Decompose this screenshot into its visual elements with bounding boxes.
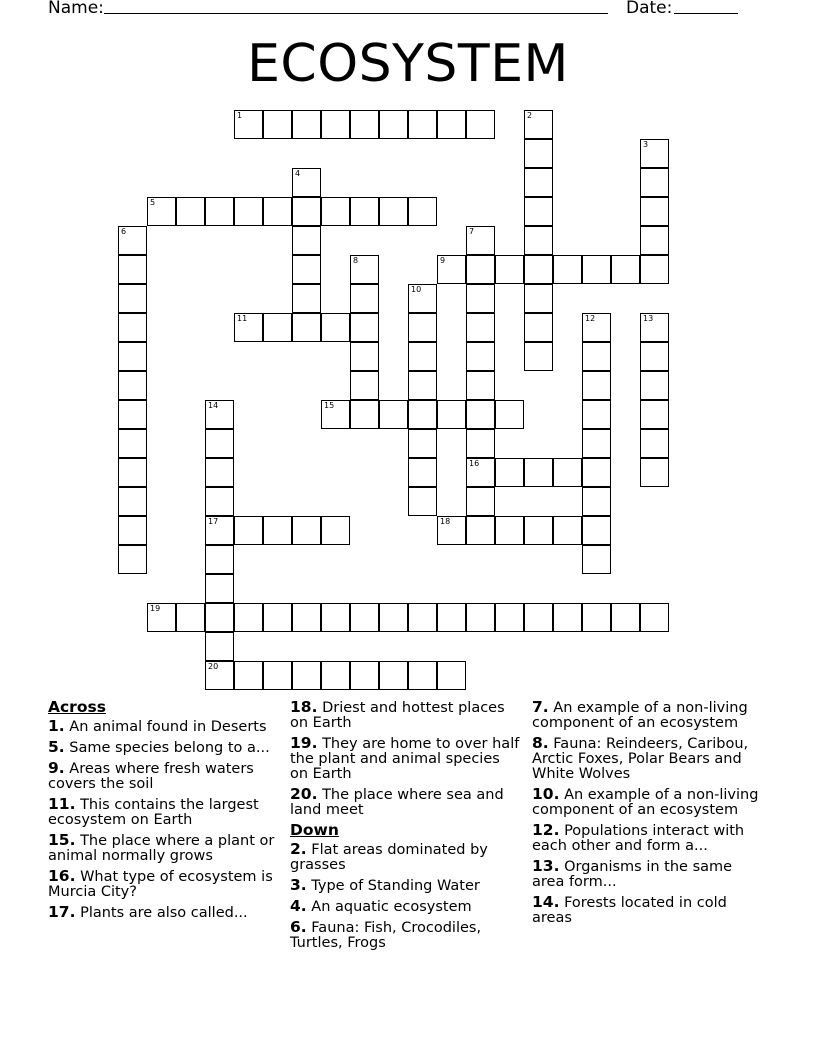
crossword-cell[interactable] <box>292 110 321 139</box>
clue-item-number: 10. <box>532 785 560 803</box>
crossword-cell[interactable] <box>321 110 350 139</box>
clues-column-2 <box>290 700 522 956</box>
clue-item-text: The place where sea and land meet <box>290 787 504 818</box>
crossword-cell[interactable] <box>582 545 611 574</box>
crossword-cell[interactable] <box>118 400 147 429</box>
clue-item-number: 2. <box>290 840 307 858</box>
clue-item <box>48 833 278 864</box>
crossword-cell[interactable] <box>640 197 669 226</box>
crossword-cell[interactable] <box>640 429 669 458</box>
clue-item-number: 1. <box>48 717 65 735</box>
clue-item-text: Areas where fresh waters covers the soil <box>48 761 254 792</box>
clue-number: 13 <box>643 314 654 323</box>
crossword-cell[interactable] <box>582 603 611 632</box>
crossword-cell[interactable] <box>524 516 553 545</box>
clue-item-text: The place where a plant or animal normally grows <box>48 833 275 864</box>
crossword-cell[interactable] <box>524 255 553 284</box>
page-title: ECOSYSTEM <box>247 34 569 94</box>
crossword-cell[interactable] <box>437 400 466 429</box>
crossword-cell[interactable] <box>205 603 234 632</box>
crossword-cell[interactable] <box>234 603 263 632</box>
crossword-cell[interactable] <box>321 603 350 632</box>
crossword-cell[interactable] <box>205 458 234 487</box>
clue-item-text: What type of ecosystem is Murcia City? <box>48 869 273 900</box>
clue-item <box>532 823 768 854</box>
clue-item-text: Flat areas dominated by grasses <box>290 842 488 873</box>
crossword-cell[interactable] <box>408 661 437 690</box>
clue-item-number: 6. <box>290 918 307 936</box>
crossword-cell[interactable] <box>437 661 466 690</box>
clue-item <box>48 797 278 828</box>
crossword-cell[interactable] <box>640 342 669 371</box>
crossword-cell[interactable] <box>205 429 234 458</box>
crossword-cell[interactable] <box>408 458 437 487</box>
crossword-cell[interactable] <box>582 313 611 342</box>
crossword-cell[interactable] <box>582 371 611 400</box>
clue-number: 6 <box>121 227 127 236</box>
clue-number: 16 <box>469 459 480 468</box>
crossword-cell[interactable] <box>582 487 611 516</box>
crossword-cell[interactable] <box>350 110 379 139</box>
crossword-cell[interactable] <box>321 313 350 342</box>
crossword-cell[interactable] <box>640 255 669 284</box>
crossword-cell[interactable] <box>118 342 147 371</box>
crossword-cell[interactable] <box>524 168 553 197</box>
crossword-cell[interactable] <box>176 197 205 226</box>
crossword-cell[interactable] <box>524 197 553 226</box>
date-label: Date: <box>626 0 673 18</box>
clue-item-number: 12. <box>532 821 560 839</box>
crossword-cell[interactable] <box>640 603 669 632</box>
crossword-cell[interactable] <box>640 226 669 255</box>
crossword-cell[interactable] <box>379 661 408 690</box>
crossword-cell[interactable] <box>118 545 147 574</box>
crossword-cell[interactable] <box>582 458 611 487</box>
crossword-cell[interactable] <box>524 139 553 168</box>
crossword-cell[interactable] <box>611 603 640 632</box>
crossword-cell[interactable] <box>379 400 408 429</box>
clue-number: 11 <box>237 314 248 323</box>
crossword-cell[interactable] <box>234 661 263 690</box>
crossword-cell[interactable] <box>640 400 669 429</box>
clue-number: 18 <box>440 517 451 526</box>
across-clue-list <box>48 719 278 921</box>
clue-item <box>290 920 522 951</box>
crossword-cell[interactable] <box>118 313 147 342</box>
crossword-cell[interactable] <box>118 255 147 284</box>
crossword-cell[interactable] <box>234 313 263 342</box>
clue-item-text: An animal found in Deserts <box>69 719 267 735</box>
clues-column-3 <box>532 700 768 931</box>
crossword-cell[interactable] <box>350 197 379 226</box>
down-clue-list-continued <box>532 700 768 926</box>
clue-item <box>290 878 522 894</box>
clue-item-number: 4. <box>290 897 307 915</box>
clue-item-text: An example of a non-living component of an ecosystem <box>532 787 759 818</box>
crossword-cell[interactable] <box>408 429 437 458</box>
crossword-cell[interactable] <box>321 400 350 429</box>
clue-item <box>532 895 768 926</box>
crossword-cell[interactable] <box>379 603 408 632</box>
clue-item-number: 7. <box>532 698 549 716</box>
crossword-cell[interactable] <box>118 458 147 487</box>
clue-item-text: Organisms in the same area form... <box>532 859 733 890</box>
crossword-cell[interactable] <box>437 516 466 545</box>
clue-item <box>290 787 522 818</box>
clue-item <box>290 842 522 873</box>
crossword-cell[interactable] <box>350 284 379 313</box>
crossword-cell[interactable] <box>524 342 553 371</box>
clue-number: 20 <box>208 662 219 671</box>
clue-item-text: Plants are also called... <box>80 905 248 921</box>
crossword-cell[interactable] <box>437 603 466 632</box>
crossword-cell[interactable] <box>350 661 379 690</box>
crossword-cell[interactable] <box>640 139 669 168</box>
crossword-cell[interactable] <box>437 255 466 284</box>
down-clue-list <box>290 842 522 951</box>
crossword-cell[interactable] <box>495 255 524 284</box>
crossword-cell[interactable] <box>437 110 466 139</box>
clue-item <box>48 761 278 792</box>
crossword-cell[interactable] <box>466 110 495 139</box>
crossword-cell[interactable] <box>466 255 495 284</box>
crossword-cell[interactable] <box>408 603 437 632</box>
crossword-cell[interactable] <box>524 284 553 313</box>
crossword-cell[interactable] <box>408 342 437 371</box>
crossword-cell[interactable] <box>553 255 582 284</box>
clue-number: 19 <box>150 604 161 613</box>
crossword-cell[interactable] <box>321 661 350 690</box>
crossword-cell[interactable] <box>205 487 234 516</box>
crossword-cell[interactable] <box>466 603 495 632</box>
crossword-cell[interactable] <box>118 516 147 545</box>
crossword-cell[interactable] <box>553 603 582 632</box>
crossword-cell[interactable] <box>321 197 350 226</box>
crossword-cell[interactable] <box>553 458 582 487</box>
crossword-cell[interactable] <box>379 197 408 226</box>
crossword-cell[interactable] <box>292 197 321 226</box>
crossword-cell[interactable] <box>176 603 205 632</box>
clue-number: 2 <box>527 111 533 120</box>
crossword-cell[interactable] <box>582 400 611 429</box>
crossword-cell[interactable] <box>321 516 350 545</box>
crossword-cell[interactable] <box>466 284 495 313</box>
clue-number: 17 <box>208 517 219 526</box>
clue-number: 3 <box>643 140 649 149</box>
crossword-cell[interactable] <box>495 400 524 429</box>
crossword-cell[interactable] <box>466 516 495 545</box>
crossword-cell[interactable] <box>466 313 495 342</box>
crossword-cell[interactable] <box>292 284 321 313</box>
crossword-cell[interactable] <box>350 371 379 400</box>
clue-item <box>48 869 278 900</box>
crossword-cell[interactable] <box>263 110 292 139</box>
clue-item-number: 5. <box>48 738 65 756</box>
clue-number: 8 <box>353 256 359 265</box>
clue-item <box>532 736 768 782</box>
crossword-cell[interactable] <box>205 197 234 226</box>
crossword-cell[interactable] <box>147 603 176 632</box>
crossword-cell[interactable] <box>408 110 437 139</box>
crossword-cell[interactable] <box>524 110 553 139</box>
crossword-cell[interactable] <box>234 516 263 545</box>
crossword-cell[interactable] <box>292 255 321 284</box>
crossword-cell[interactable] <box>640 458 669 487</box>
crossword-cell[interactable] <box>408 400 437 429</box>
clue-item <box>290 899 522 915</box>
crossword-cell[interactable] <box>350 603 379 632</box>
clue-item-text: Fauna: Reindeers, Caribou, Arctic Foxes, Polar Bears and White Wolves <box>532 736 749 782</box>
crossword-cell[interactable] <box>205 661 234 690</box>
clue-number: 15 <box>324 401 335 410</box>
clue-number: 12 <box>585 314 596 323</box>
crossword-cell[interactable] <box>292 603 321 632</box>
crossword-cell[interactable] <box>582 516 611 545</box>
crossword-cell[interactable] <box>205 516 234 545</box>
crossword-cell[interactable] <box>524 313 553 342</box>
crossword-cell[interactable] <box>350 255 379 284</box>
name-label: Name: <box>48 0 104 18</box>
clue-item-number: 19. <box>290 734 318 752</box>
clue-item-number: 14. <box>532 893 560 911</box>
clue-item-text: They are home to over half the plant and animal species on Earth <box>290 736 520 782</box>
crossword-cell[interactable] <box>350 313 379 342</box>
clue-item-number: 16. <box>48 867 76 885</box>
crossword-cell[interactable] <box>292 516 321 545</box>
crossword-cell[interactable] <box>466 458 495 487</box>
crossword-cell[interactable] <box>466 400 495 429</box>
clue-item-number: 3. <box>290 876 307 894</box>
crossword-cell[interactable] <box>234 197 263 226</box>
crossword-cell[interactable] <box>582 255 611 284</box>
clue-item-number: 18. <box>290 698 318 716</box>
crossword-cell[interactable] <box>379 110 408 139</box>
clue-item-text: This contains the largest ecosystem on Earth <box>48 797 259 828</box>
crossword-cell[interactable] <box>408 284 437 313</box>
crossword-cell[interactable] <box>553 516 582 545</box>
clue-item-text: Type of Standing Water <box>311 878 480 894</box>
crossword-cell[interactable] <box>524 226 553 255</box>
crossword-cell[interactable] <box>466 429 495 458</box>
crossword-cell[interactable] <box>205 545 234 574</box>
crossword-cell[interactable] <box>408 197 437 226</box>
clue-item-number: 15. <box>48 831 76 849</box>
clue-item <box>290 736 522 782</box>
clue-item <box>48 719 278 735</box>
clue-number: 5 <box>150 198 156 207</box>
clue-number: 9 <box>440 256 446 265</box>
crossword-cell[interactable] <box>466 226 495 255</box>
crossword-cell[interactable] <box>263 603 292 632</box>
clue-item-text: Same species belong to a... <box>69 740 270 756</box>
crossword-cell[interactable] <box>147 197 176 226</box>
across-clue-list-continued <box>290 700 522 818</box>
clue-item <box>532 859 768 890</box>
clue-item <box>48 740 278 756</box>
crossword-cell[interactable] <box>466 487 495 516</box>
clue-item <box>290 700 522 731</box>
down-heading: Down <box>290 821 339 839</box>
crossword-cell[interactable] <box>118 284 147 313</box>
clue-item-number: 8. <box>532 734 549 752</box>
crossword-cell[interactable] <box>524 603 553 632</box>
crossword-cell[interactable] <box>495 516 524 545</box>
crossword-cell[interactable] <box>118 429 147 458</box>
crossword-cell[interactable] <box>524 458 553 487</box>
clue-item-number: 13. <box>532 857 560 875</box>
clue-item <box>532 787 768 818</box>
crossword-cell[interactable] <box>292 168 321 197</box>
crossword-cell[interactable] <box>205 400 234 429</box>
clue-item-number: 20. <box>290 785 318 803</box>
clue-item-number: 11. <box>48 795 76 813</box>
crossword-cell[interactable] <box>263 516 292 545</box>
clue-item-text: Fauna: Fish, Crocodiles, Turtles, Frogs <box>290 920 482 951</box>
clue-item-number: 17. <box>48 903 76 921</box>
crossword-cell[interactable] <box>292 661 321 690</box>
crossword-cell[interactable] <box>640 371 669 400</box>
crossword-cell[interactable] <box>263 197 292 226</box>
crossword-cell[interactable] <box>118 371 147 400</box>
crossword-cell[interactable] <box>466 371 495 400</box>
clue-item <box>532 700 768 731</box>
clue-item-text: An example of a non-living component of an ecosystem <box>532 700 748 731</box>
clue-number: 10 <box>411 285 422 294</box>
crossword-cell[interactable] <box>611 255 640 284</box>
crossword-cell[interactable] <box>408 313 437 342</box>
crossword-cell[interactable] <box>582 429 611 458</box>
clue-number: 7 <box>469 227 475 236</box>
clue-item-text: Driest and hottest places on Earth <box>290 700 505 731</box>
crossword-cell[interactable] <box>292 226 321 255</box>
crossword-cell[interactable] <box>263 313 292 342</box>
crossword-cell[interactable] <box>350 400 379 429</box>
crossword-cell[interactable] <box>495 458 524 487</box>
crossword-cell[interactable] <box>640 313 669 342</box>
clue-item-text: An aquatic ecosystem <box>311 899 472 915</box>
clues-column-1 <box>48 700 278 926</box>
across-heading: Across <box>48 698 106 716</box>
crossword-cell[interactable] <box>263 661 292 690</box>
crossword-cell[interactable] <box>234 110 263 139</box>
crossword-cell[interactable] <box>205 574 234 603</box>
crossword-cell[interactable] <box>292 313 321 342</box>
crossword-cell[interactable] <box>495 603 524 632</box>
crossword-cell[interactable] <box>640 168 669 197</box>
clue-item <box>48 905 278 921</box>
clue-number: 4 <box>295 169 301 178</box>
clue-number: 1 <box>237 111 243 120</box>
clue-number: 14 <box>208 401 219 410</box>
clue-item-text: Populations interact with each other and form a... <box>532 823 745 854</box>
crossword-cell[interactable] <box>466 342 495 371</box>
crossword-cell[interactable] <box>118 487 147 516</box>
crossword-cell[interactable] <box>350 342 379 371</box>
crossword-cell[interactable] <box>408 371 437 400</box>
crossword-cell[interactable] <box>408 487 437 516</box>
clue-item-number: 9. <box>48 759 65 777</box>
clue-item-text: Forests located in cold areas <box>532 895 727 926</box>
crossword-cell[interactable] <box>582 342 611 371</box>
crossword-cell[interactable] <box>118 226 147 255</box>
crossword-cell[interactable] <box>205 632 234 661</box>
